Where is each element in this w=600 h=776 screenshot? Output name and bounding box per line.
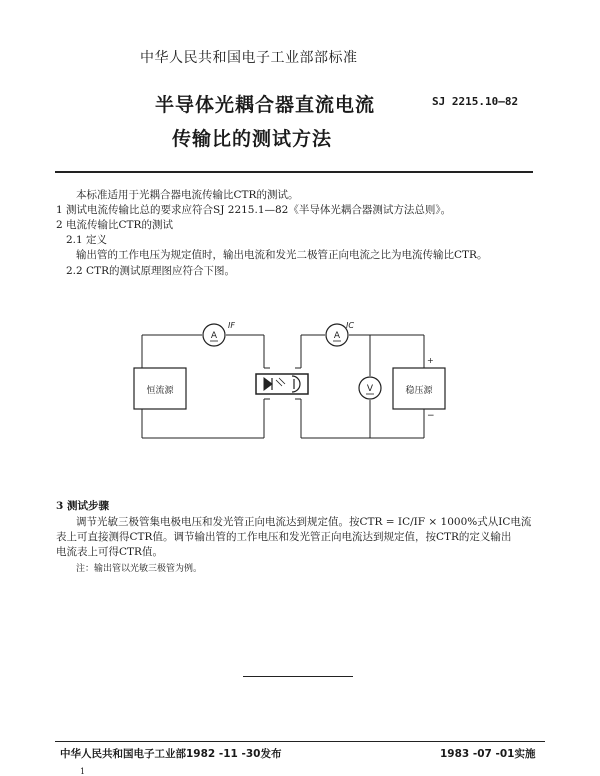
document-title-line1: 半导体光耦合器直流电流 <box>155 94 376 116</box>
page-number: 1 <box>80 767 86 776</box>
optocoupler-symbol <box>256 374 308 394</box>
section-2-heading: 2 电流传输比CTR的测试 <box>56 219 173 231</box>
section-2-2: 2.2 CTR的测试原理图应符合下图。 <box>66 265 235 277</box>
constant-current-source-label: 恒流源 <box>146 386 174 396</box>
footnote: 注：输出管以光敏三极管为例。 <box>76 564 203 574</box>
section-3-heading: 3 测试步骤 <box>56 500 109 512</box>
issue-info: 中华人民共和国电子工业部1982 -11 -30发布 <box>60 748 282 760</box>
forward-current-ammeter <box>203 324 225 346</box>
ammeter-if-symbol: A <box>210 331 218 341</box>
plus-terminal: + <box>427 356 434 365</box>
ctr-test-circuit-diagram <box>130 318 460 443</box>
section-3-line2: 表上可直接测得CTR值。调节输出管的工作电压和发光管正向电流达到规定值，按CTR的定义输出 <box>56 531 512 543</box>
collector-current-ammeter <box>326 324 348 346</box>
minus-terminal: − <box>427 411 435 421</box>
section-1: 1 测试电流传输比总的要求应符合SJ 2215.1—82《半导体光耦合器测试方法总则》。 <box>56 204 452 216</box>
footer-rule <box>55 741 545 742</box>
ammeter-ic-symbol: A <box>333 331 341 341</box>
section-3-line3: 电流表上可得CTR值。 <box>56 546 163 558</box>
constant-current-source <box>134 368 186 409</box>
voltmeter-symbol: V <box>366 384 374 394</box>
section-2-1-heading: 2.1 定义 <box>66 234 108 246</box>
ministry-standard-heading: 中华人民共和国电子工业部部标准 <box>140 50 358 66</box>
document-title-line2: 传输比的测试方法 <box>172 128 333 150</box>
regulated-voltage-source-label: 稳压源 <box>405 386 433 396</box>
end-of-text-rule <box>243 676 353 677</box>
voltmeter <box>359 377 381 399</box>
intro-paragraph: 本标准适用于光耦合器电流传输比CTR的测试。 <box>76 189 299 201</box>
standard-code: SJ 2215.10—82 <box>432 95 519 108</box>
header-rule <box>55 171 533 173</box>
section-3-line1: 调节光敏三极管集电极电压和发光管正向电流达到规定值。按CTR = IC/IF × 1000%式从IC电流 <box>76 516 532 528</box>
section-2-1-text: 输出管的工作电压为规定值时，输出电流和发光二极管正向电流之比为电流传输比CTR。 <box>76 249 488 261</box>
effective-date: 1983 -07 -01实施 <box>440 748 536 760</box>
ic-label: IC <box>346 321 354 330</box>
regulated-voltage-source <box>393 368 445 409</box>
if-label: IF <box>228 321 235 330</box>
